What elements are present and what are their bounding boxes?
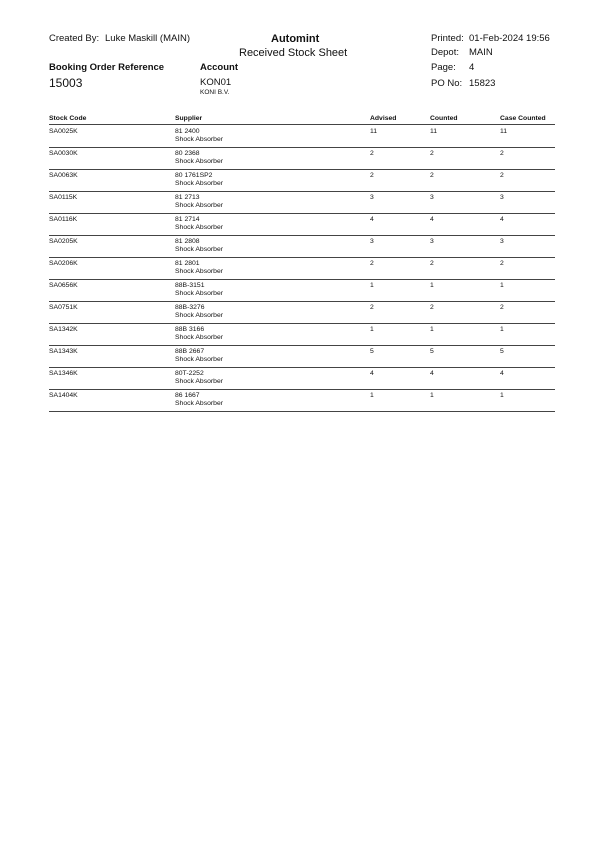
row-divider bbox=[49, 169, 555, 170]
depot-label: Depot: bbox=[431, 47, 459, 58]
page-value: 4 bbox=[469, 62, 475, 73]
row-divider bbox=[49, 345, 555, 346]
stock-code-cell: SA1346K bbox=[49, 370, 78, 377]
case-counted-cell: 4 bbox=[500, 216, 504, 223]
printed-label: Printed: bbox=[431, 33, 464, 44]
stock-code-cell: SA1342K bbox=[49, 326, 78, 333]
account-name: KONI B.V. bbox=[200, 89, 230, 96]
counted-cell: 4 bbox=[430, 370, 434, 377]
stock-code-cell: SA0063K bbox=[49, 172, 78, 179]
advised-cell: 2 bbox=[370, 172, 374, 179]
case-counted-cell: 2 bbox=[500, 260, 504, 267]
counted-cell: 1 bbox=[430, 282, 434, 289]
created-by-value: Luke Maskill (MAIN) bbox=[105, 33, 190, 44]
advised-cell: 2 bbox=[370, 150, 374, 157]
case-counted-cell: 3 bbox=[500, 194, 504, 201]
stock-code-cell: SA1343K bbox=[49, 348, 78, 355]
case-counted-cell: 11 bbox=[500, 128, 508, 135]
supplier-desc-cell: Shock Absorber bbox=[175, 158, 223, 165]
case-counted-cell: 1 bbox=[500, 282, 504, 289]
advised-cell: 4 bbox=[370, 370, 374, 377]
counted-cell: 1 bbox=[430, 326, 434, 333]
supplier-desc-cell: Shock Absorber bbox=[175, 400, 223, 407]
stock-code-cell: SA0206K bbox=[49, 260, 78, 267]
depot-value: MAIN bbox=[469, 47, 493, 58]
row-divider bbox=[49, 147, 555, 148]
row-divider bbox=[49, 411, 555, 412]
counted-cell: 2 bbox=[430, 304, 434, 311]
supplier-code-cell: 88B 2667 bbox=[175, 348, 205, 355]
case-counted-cell: 4 bbox=[500, 370, 504, 377]
row-divider bbox=[49, 389, 555, 390]
advised-cell: 4 bbox=[370, 216, 374, 223]
supplier-desc-cell: Shock Absorber bbox=[175, 312, 223, 319]
advised-cell: 1 bbox=[370, 326, 374, 333]
counted-cell: 3 bbox=[430, 194, 434, 201]
booking-ref-label: Booking Order Reference bbox=[49, 62, 165, 73]
row-divider bbox=[49, 235, 555, 236]
stock-code-cell: SA0116K bbox=[49, 216, 78, 223]
advised-cell: 3 bbox=[370, 238, 374, 245]
supplier-code-cell: 81 2714 bbox=[175, 216, 200, 223]
counted-cell: 2 bbox=[430, 260, 434, 267]
supplier-desc-cell: Shock Absorber bbox=[175, 202, 223, 209]
counted-cell: 3 bbox=[430, 238, 434, 245]
supplier-desc-cell: Shock Absorber bbox=[175, 180, 223, 187]
supplier-code-cell: 80 2368 bbox=[175, 150, 200, 157]
col-header-advised: Advised bbox=[370, 115, 397, 122]
supplier-code-cell: 81 2713 bbox=[175, 194, 200, 201]
supplier-code-cell: 88B 3166 bbox=[175, 326, 205, 333]
advised-cell: 5 bbox=[370, 348, 374, 355]
stock-code-cell: SA0025K bbox=[49, 128, 78, 135]
col-header-stock-code: Stock Code bbox=[49, 115, 87, 122]
row-divider bbox=[49, 367, 555, 368]
counted-cell: 4 bbox=[430, 216, 434, 223]
supplier-code-cell: 80 1761SP2 bbox=[175, 172, 213, 179]
company-name: Automint bbox=[271, 33, 320, 45]
stock-code-cell: SA0030K bbox=[49, 150, 78, 157]
supplier-desc-cell: Shock Absorber bbox=[175, 136, 223, 143]
supplier-desc-cell: Shock Absorber bbox=[175, 378, 223, 385]
supplier-code-cell: 86 1667 bbox=[175, 392, 200, 399]
supplier-desc-cell: Shock Absorber bbox=[175, 268, 223, 275]
case-counted-cell: 3 bbox=[500, 238, 504, 245]
printed-value: 01-Feb-2024 19:56 bbox=[469, 33, 550, 44]
col-header-case-counted: Case Counted bbox=[500, 115, 546, 122]
advised-cell: 2 bbox=[370, 304, 374, 311]
case-counted-cell: 2 bbox=[500, 150, 504, 157]
booking-ref-value: 15003 bbox=[49, 76, 83, 90]
row-divider bbox=[49, 191, 555, 192]
supplier-code-cell: 81 2808 bbox=[175, 238, 200, 245]
supplier-code-cell: 88B-3151 bbox=[175, 282, 205, 289]
supplier-code-cell: 81 2400 bbox=[175, 128, 200, 135]
supplier-desc-cell: Shock Absorber bbox=[175, 290, 223, 297]
counted-cell: 1 bbox=[430, 392, 434, 399]
row-divider bbox=[49, 323, 555, 324]
counted-cell: 5 bbox=[430, 348, 434, 355]
advised-cell: 2 bbox=[370, 260, 374, 267]
advised-cell: 1 bbox=[370, 392, 374, 399]
stock-code-cell: SA0205K bbox=[49, 238, 78, 245]
po-value: 15823 bbox=[469, 78, 496, 89]
advised-cell: 3 bbox=[370, 194, 374, 201]
row-divider bbox=[49, 213, 555, 214]
supplier-desc-cell: Shock Absorber bbox=[175, 224, 223, 231]
account-code: KON01 bbox=[200, 77, 232, 88]
header-divider bbox=[49, 124, 555, 125]
row-divider bbox=[49, 301, 555, 302]
supplier-code-cell: 81 2801 bbox=[175, 260, 200, 267]
stock-code-cell: SA0751K bbox=[49, 304, 78, 311]
stock-code-cell: SA1404K bbox=[49, 392, 78, 399]
case-counted-cell: 1 bbox=[500, 326, 504, 333]
counted-cell: 2 bbox=[430, 150, 434, 157]
counted-cell: 11 bbox=[430, 128, 438, 135]
supplier-code-cell: 88B-3276 bbox=[175, 304, 205, 311]
col-header-supplier: Supplier bbox=[175, 115, 203, 122]
advised-cell: 11 bbox=[370, 128, 378, 135]
created-by-label: Created By: bbox=[49, 33, 100, 44]
account-label: Account bbox=[200, 62, 238, 73]
case-counted-cell: 5 bbox=[500, 348, 504, 355]
advised-cell: 1 bbox=[370, 282, 374, 289]
supplier-desc-cell: Shock Absorber bbox=[175, 356, 223, 363]
counted-cell: 2 bbox=[430, 172, 434, 179]
col-header-counted: Counted bbox=[430, 115, 458, 122]
sheet-title: Received Stock Sheet bbox=[239, 47, 348, 59]
supplier-desc-cell: Shock Absorber bbox=[175, 246, 223, 253]
page-label: Page: bbox=[431, 62, 456, 73]
stock-code-cell: SA0115K bbox=[49, 194, 78, 201]
case-counted-cell: 1 bbox=[500, 392, 504, 399]
po-label: PO No: bbox=[431, 78, 463, 89]
case-counted-cell: 2 bbox=[500, 304, 504, 311]
supplier-code-cell: 80T-2252 bbox=[175, 370, 204, 377]
supplier-desc-cell: Shock Absorber bbox=[175, 334, 223, 341]
row-divider bbox=[49, 279, 555, 280]
case-counted-cell: 2 bbox=[500, 172, 504, 179]
row-divider bbox=[49, 257, 555, 258]
stock-code-cell: SA0656K bbox=[49, 282, 78, 289]
